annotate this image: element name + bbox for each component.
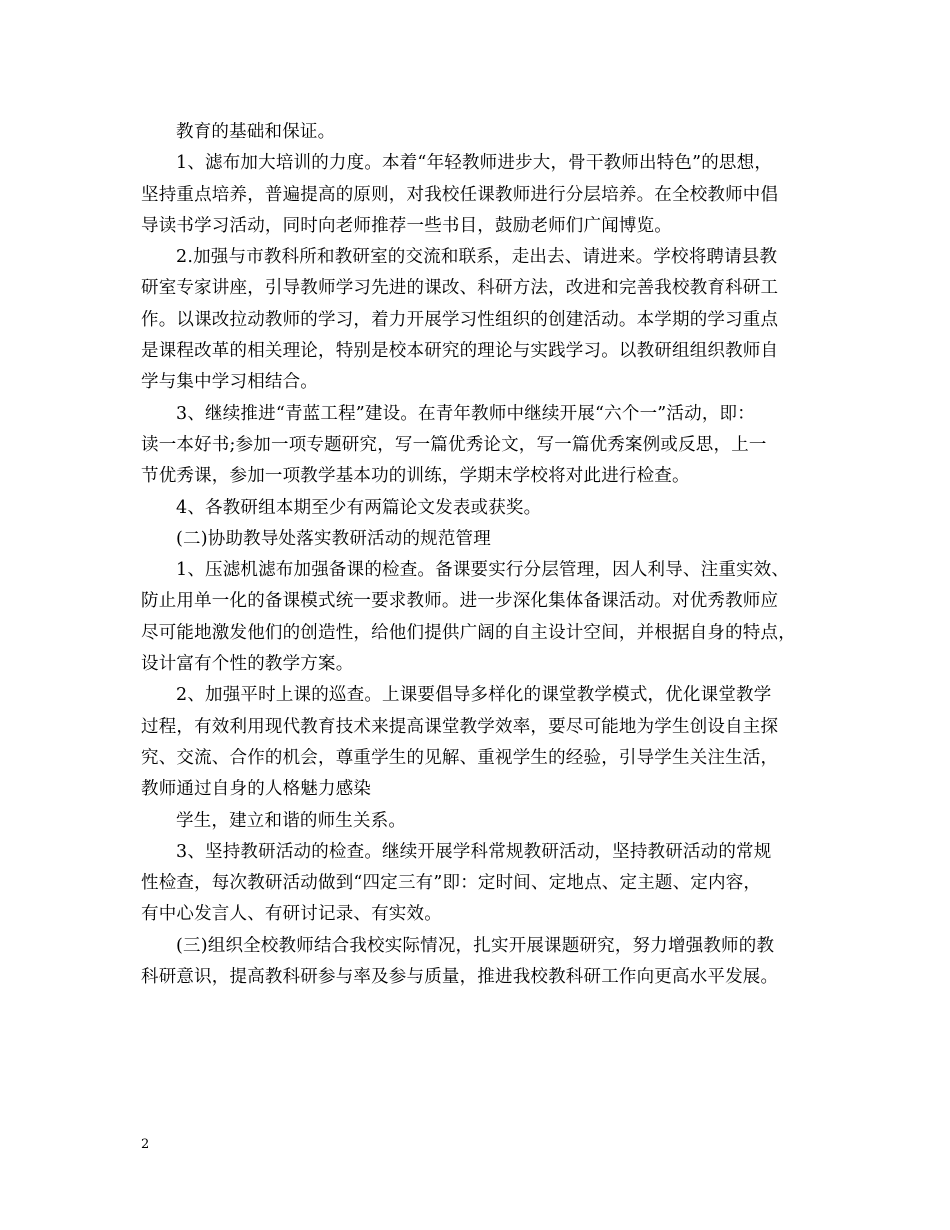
text-line: 3、坚持教研活动的检查。继续开展学科常规教研活动，坚持教研活动的常规 bbox=[176, 841, 772, 862]
page-number: 2 bbox=[141, 1137, 150, 1152]
text-line: 究、交流、合作的机会，尊重学生的见解、重视学生的经验，引导学生关注生活， bbox=[141, 747, 779, 768]
text-line: 研室专家讲座，引导教师学习先进的课改、科研方法，改进和完善我校教育科研工 bbox=[141, 278, 779, 299]
text-line: 4、各教研组本期至少有两篇论文发表或获奖。 bbox=[176, 497, 542, 518]
text-line: (二)协助教导处落实教研活动的规范管理 bbox=[176, 528, 491, 549]
text-line: 防止用单一化的备课模式统一要求教师。进一步深化集体备课活动。对优秀教师应 bbox=[141, 591, 779, 612]
text-line: 学与集中学习相结合。 bbox=[141, 372, 318, 393]
text-line: 是课程改革的相关理论，特别是校本研究的理论与实践学习。以教研组组织教师自 bbox=[141, 341, 779, 362]
text-line: 性检查，每次教研活动做到“四定三有”即：定时间、定地点、定主题、定内容， bbox=[141, 873, 762, 894]
text-line: 1、滤布加大培训的力度。本着“年轻教师进步大，骨干教师出特色”的思想， bbox=[176, 153, 773, 174]
text-line: 3、继续推进“青蓝工程”建设。在青年教师中继续开展“六个一”活动，即： bbox=[176, 403, 755, 424]
text-line: 作。以课改拉动教师的学习，着力开展学习性组织的创建活动。本学期的学习重点 bbox=[141, 309, 779, 330]
text-line: 坚持重点培养，普遍提高的原则，对我校任课教师进行分层培养。在全校教师中倡 bbox=[141, 184, 779, 205]
text-line: 设计富有个性的教学方案。 bbox=[141, 654, 354, 675]
text-line: 教师通过自身的人格魅力感染 bbox=[141, 779, 372, 800]
text-line: 教育的基础和保证。 bbox=[176, 122, 336, 142]
text-line: 过程，有效利用现代教育技术来提高课堂教学效率，要尽可能地为学生创设自主探 bbox=[141, 716, 779, 737]
text-line: 1、压滤机滤布加强备课的检查。备课要实行分层管理，因人利导、注重实效、 bbox=[176, 560, 790, 581]
text-line: (三)组织全校教师结合我校实际情况，扎实开展课题研究，努力增强教师的教 bbox=[176, 935, 775, 956]
text-line: 读一本好书;参加一项专题研究，写一篇优秀论文，写一篇优秀案例或反思，上一 bbox=[141, 434, 767, 455]
text-line: 科研意识，提高教科研参与率及参与质量，推进我校教科研工作向更高水平发展。 bbox=[141, 967, 779, 988]
text-line: 2.加强与市教科所和教研室的交流和联系，走出去、请进来。学校将聘请县教 bbox=[176, 247, 778, 268]
document-body bbox=[141, 117, 841, 993]
text-line: 有中心发言人、有研讨记录、有实效。 bbox=[141, 904, 442, 925]
text-line: 学生，建立和谐的师生关系。 bbox=[176, 810, 407, 831]
text-line: 2、加强平时上课的巡查。上课要倡导多样化的课堂教学模式，优化课堂教学 bbox=[176, 685, 772, 706]
text-line: 节优秀课，参加一项教学基本功的训练，学期末学校将对此进行检查。 bbox=[141, 466, 690, 487]
text-line: 尽可能地激发他们的创造性，给他们提供广阔的自主设计空间，并根据自身的特点， bbox=[141, 622, 796, 643]
text-line: 导读书学习活动，同时向老师推荐一些书目，鼓励老师们广闻博览。 bbox=[141, 215, 672, 236]
